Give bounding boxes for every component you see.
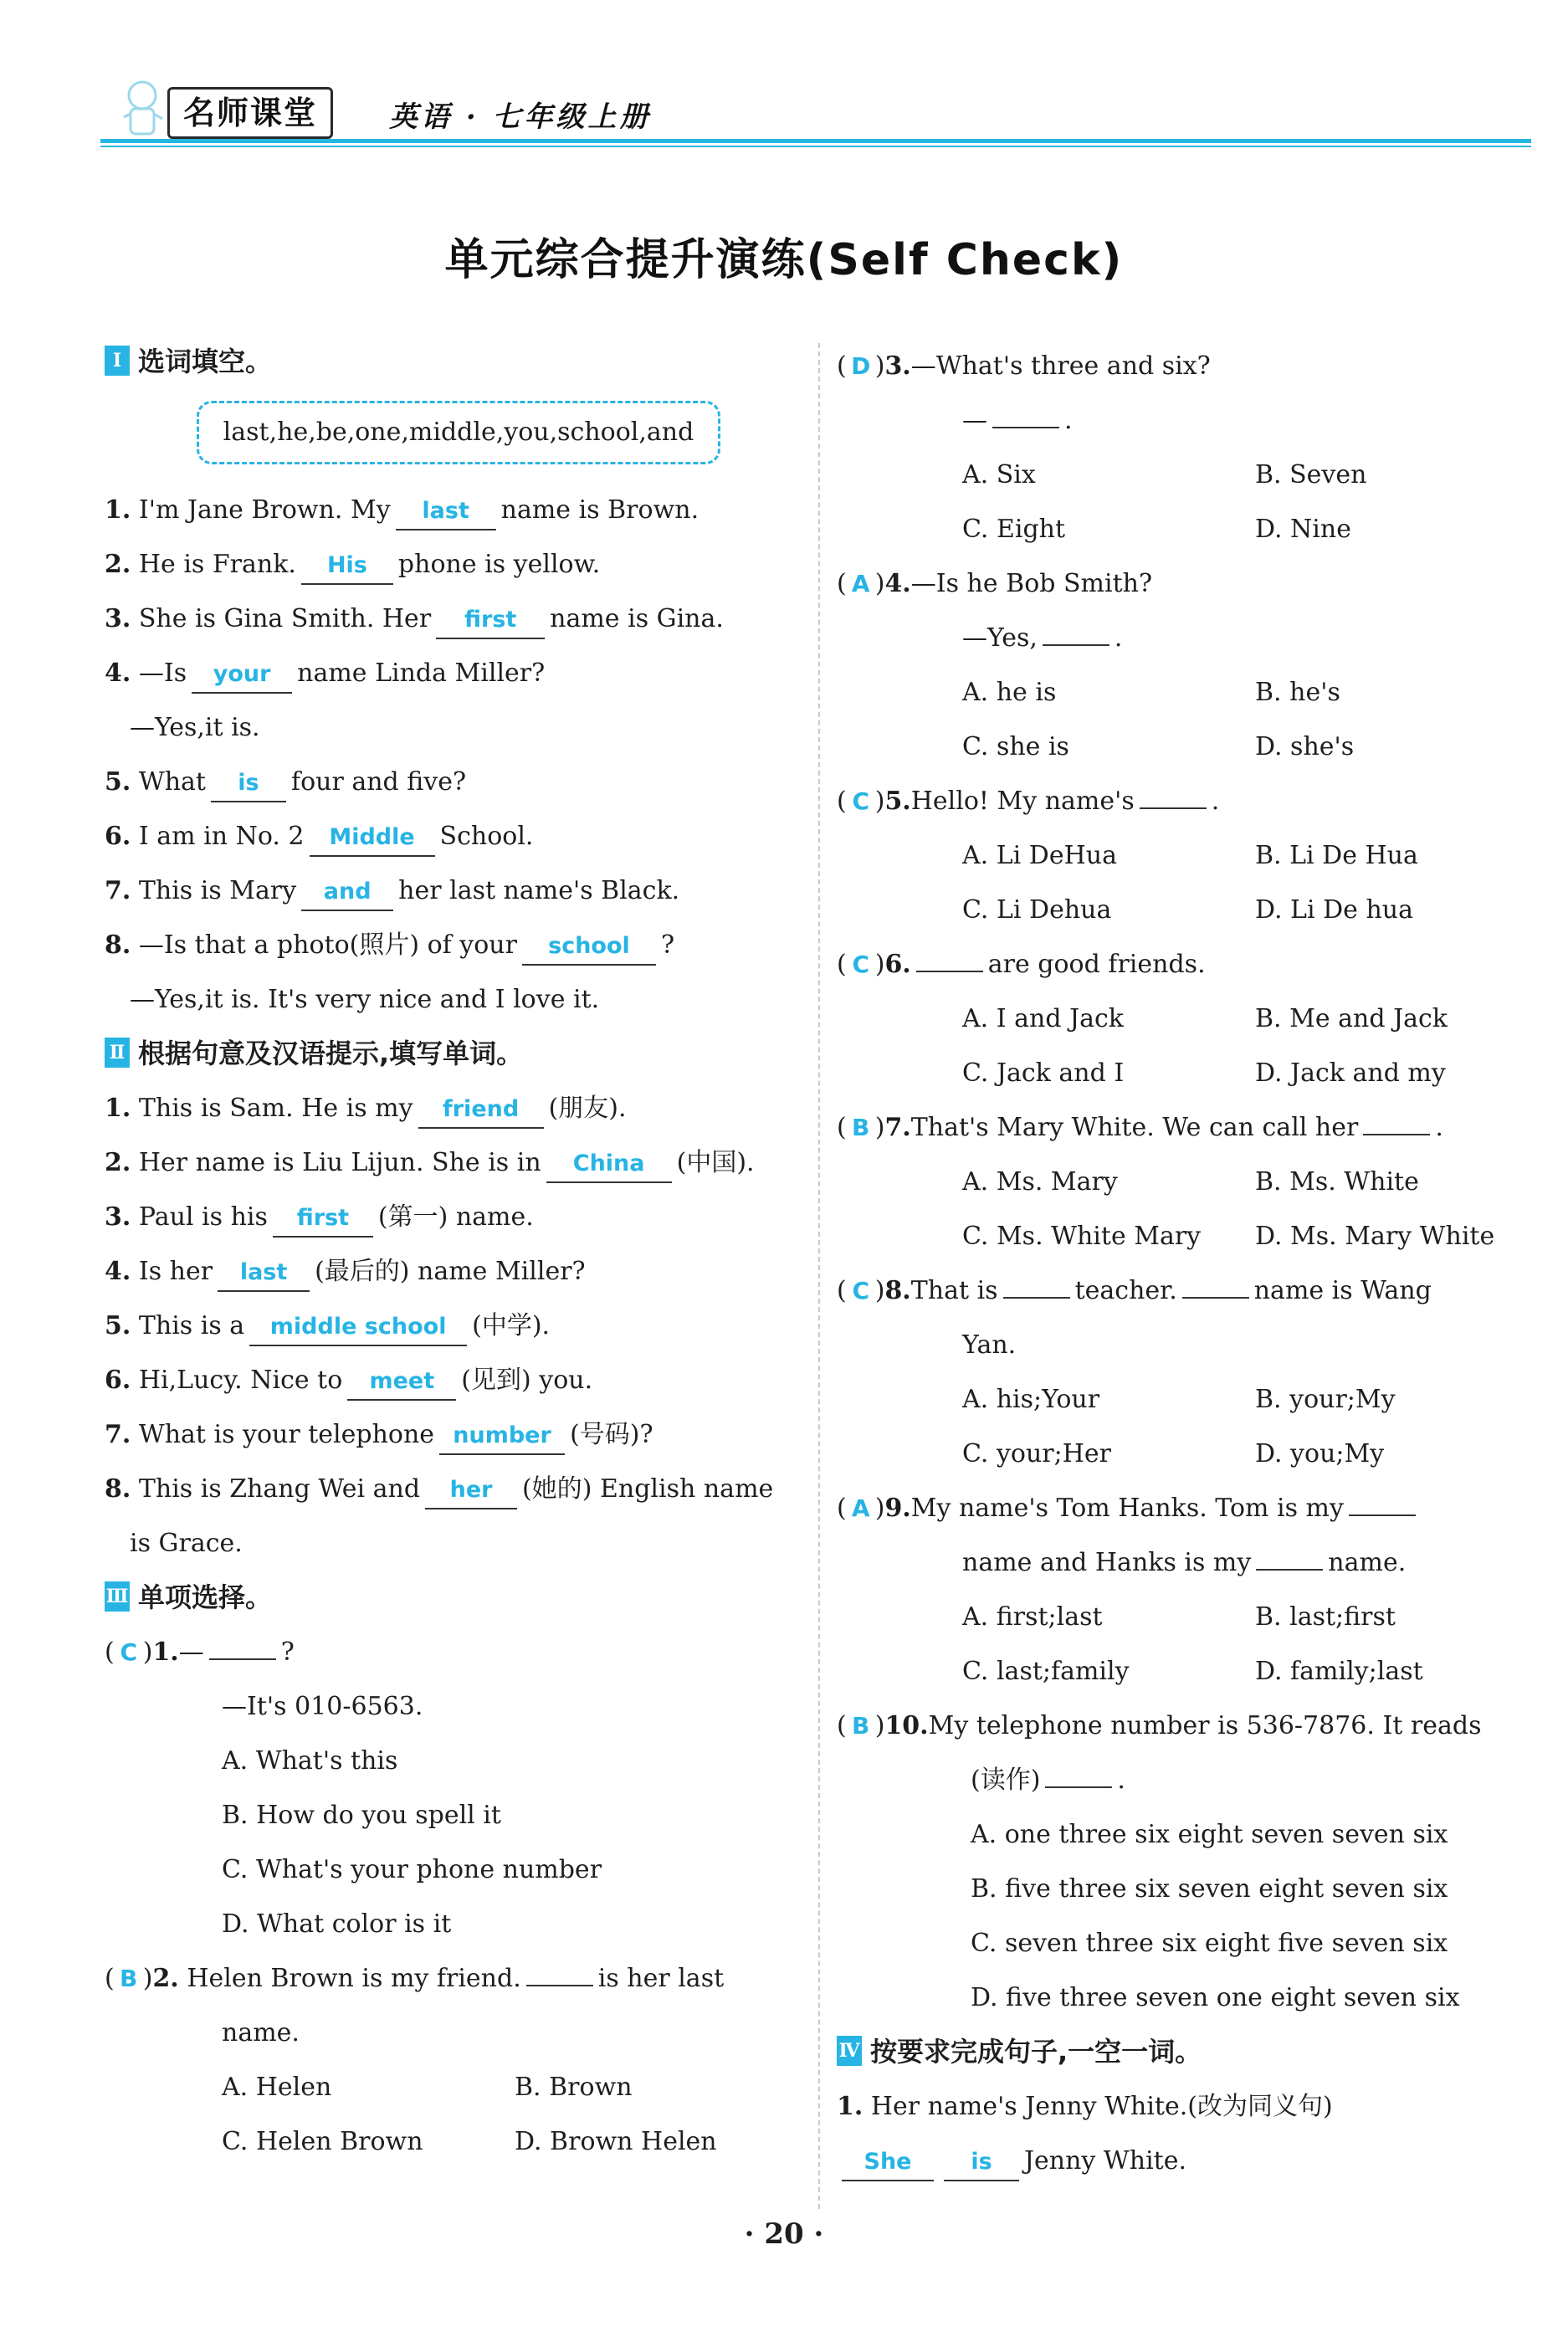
answer-blank	[522, 929, 656, 966]
question-continuation: Yan.	[962, 1330, 1017, 1360]
answer-blank	[192, 657, 292, 694]
column-divider	[818, 343, 820, 2209]
section2-list	[105, 1081, 807, 1571]
rewrite-answer: She is Jenny White.	[837, 2134, 1531, 2188]
filled-answer: China	[572, 1151, 645, 1176]
option: B. last;first	[1255, 1602, 1396, 1632]
option: D. What color is it	[222, 1909, 452, 1939]
question-continuation: name.	[222, 2018, 300, 2047]
choice-answer: B	[852, 1114, 870, 1141]
option: A. Helen	[222, 2073, 332, 2102]
choice-answer: A	[851, 1494, 870, 1522]
choice-question: ( D )3.—What's three and six?	[837, 339, 1531, 393]
section-heading-3: Ⅲ 单项选择。	[105, 1581, 273, 1613]
section-heading-1: Ⅰ 选词填空。	[105, 335, 807, 389]
choice-question: ( C )8.That is teacher. name is Wang	[837, 1263, 1531, 1318]
item-text: name is Brown.	[500, 495, 699, 525]
option: A. What's this	[222, 1746, 398, 1776]
item-text: I am in No. 2	[131, 822, 305, 851]
item-text: This is Sam. He is my	[131, 1094, 413, 1123]
answer-blank	[273, 1201, 373, 1238]
option: C. Eight	[962, 515, 1066, 544]
question-reply: —Yes, .	[837, 611, 1531, 665]
option: D. Li De hua	[1255, 895, 1413, 925]
option: D. Nine	[1255, 515, 1351, 544]
fill-in-item	[105, 1462, 807, 1516]
answer-blank	[1256, 1544, 1323, 1571]
option: B. Brown	[515, 2073, 633, 2102]
item-text: four and five?	[290, 767, 467, 797]
option: B. Me and Jack	[1255, 1004, 1448, 1033]
option: D. Ms. Mary White	[1255, 1222, 1495, 1251]
page-header	[100, 75, 1531, 151]
item-number: 2.	[105, 1148, 131, 1177]
option-row	[105, 2060, 807, 2114]
choice-question: ( B )10.My telephone number is 536-7876. It reads	[837, 1699, 1531, 1753]
option: B. he's	[1255, 678, 1340, 707]
option-row	[837, 1427, 1531, 1481]
section-badge: Ⅰ	[105, 346, 130, 376]
option: D. five three seven one eight seven six	[971, 1983, 1460, 2012]
filled-answer: His	[326, 552, 367, 578]
item-text: School.	[439, 822, 534, 851]
fill-in-item	[105, 537, 807, 592]
section-badge: Ⅲ	[105, 1581, 130, 1612]
option-row	[837, 448, 1531, 502]
fill-in-item	[105, 646, 807, 700]
choice-question: ( A )9.My name's Tom Hanks. Tom is my	[837, 1481, 1531, 1535]
option: D. she's	[1255, 732, 1355, 761]
answer-blank	[347, 1364, 456, 1401]
filled-answer: last	[239, 1259, 288, 1285]
option: B. Seven	[1255, 460, 1367, 489]
option: C. What's your phone number	[222, 1855, 602, 1884]
option: D. Brown Helen	[515, 2127, 717, 2156]
answer-blank	[1363, 1109, 1430, 1135]
option: C. she is	[962, 732, 1069, 761]
answer-blank	[439, 1418, 565, 1455]
option-row	[837, 1590, 1531, 1644]
option: C. Helen Brown	[222, 2127, 423, 2156]
question-reply: — .	[837, 393, 1531, 448]
filled-answer: your	[213, 661, 271, 687]
item-text: (见到) you.	[461, 1366, 593, 1395]
choice-answer: A	[851, 570, 870, 597]
fill-in-item	[105, 592, 807, 646]
answer-blank	[1045, 1761, 1112, 1788]
item-number: 1.	[105, 1094, 131, 1123]
item-text: (号码)?	[570, 1420, 653, 1449]
filled-answer: number	[453, 1422, 551, 1448]
page-number: · 20 ·	[744, 2217, 824, 2251]
item-text: name is Gina.	[550, 604, 724, 633]
option: B. Li De Hua	[1255, 841, 1418, 870]
choice-question: ( B )7.That's Mary White. We can call her .	[837, 1100, 1531, 1155]
item-number: 6.	[105, 1366, 131, 1395]
item-text: What is your telephone	[131, 1420, 435, 1449]
option-row	[837, 1644, 1531, 1699]
option: A. he is	[962, 678, 1057, 707]
option: C. Jack and I	[962, 1058, 1125, 1088]
fill-in-item	[105, 755, 807, 809]
header-rule	[100, 139, 1531, 143]
item-text: (她的) English name	[522, 1474, 774, 1504]
answer-blank	[301, 548, 393, 585]
item-text: Paul is his	[131, 1202, 268, 1232]
option: A. one three six eight seven seven six	[971, 1820, 1448, 1849]
answer-blank	[209, 1633, 276, 1660]
item-text: She is Gina Smith. Her	[131, 604, 432, 633]
answer-blank: is	[944, 2145, 1019, 2181]
filled-answer: first	[464, 607, 517, 633]
option: D. you;My	[1255, 1439, 1385, 1468]
choice-answer: C	[852, 787, 869, 815]
choice-answer: C	[852, 951, 869, 978]
choice-question: ( B )2. Helen Brown is my friend. is her last	[105, 1951, 807, 2006]
book-series-logo: 名师课堂	[167, 87, 333, 139]
fill-in-item	[105, 864, 807, 918]
option: B. five three six seven eight seven six	[971, 1874, 1448, 1904]
section-badge: Ⅱ	[105, 1038, 130, 1068]
answer-blank	[211, 766, 286, 802]
item-number: 4.	[105, 1257, 131, 1286]
option-row	[837, 992, 1531, 1046]
answer-blank	[1003, 1272, 1070, 1299]
item-number: 7.	[105, 876, 131, 905]
item-continuation: is Grace.	[130, 1529, 243, 1558]
section-heading-2: Ⅱ 根据句意及汉语提示,填写单词。	[105, 1027, 807, 1081]
filled-answer: her	[449, 1477, 493, 1503]
option: D. family;last	[1255, 1657, 1423, 1686]
option-row	[837, 502, 1531, 556]
option: A. Ms. Mary	[962, 1167, 1118, 1197]
filled-answer: and	[323, 879, 372, 905]
option-row	[837, 1155, 1531, 1209]
item-number: 3.	[105, 604, 131, 633]
fill-in-item	[105, 1135, 807, 1190]
item-number: 3.	[105, 1202, 131, 1232]
item-text: He is Frank.	[131, 550, 296, 579]
item-text: —Is	[131, 659, 187, 688]
choice-question: ( A )4.—Is he Bob Smith?	[837, 556, 1531, 611]
item-text: —Is that a photo(照片) of your	[131, 930, 517, 960]
fill-in-item	[105, 1081, 807, 1135]
option: C. Li Dehua	[962, 895, 1112, 925]
item-continuation: —Yes,it is.	[130, 713, 260, 742]
answer-blank	[916, 946, 983, 972]
choice-question: ( C )6. are good friends.	[837, 937, 1531, 992]
answer-blank	[218, 1255, 310, 1292]
choice-answer: C	[120, 1638, 137, 1666]
filled-answer: friend	[443, 1096, 520, 1122]
option: C. Ms. White Mary	[962, 1222, 1202, 1251]
item-text: (第一) name.	[377, 1202, 534, 1232]
filled-answer: meet	[369, 1368, 435, 1394]
option-row	[837, 665, 1531, 720]
option: A. his;Your	[962, 1385, 1100, 1414]
fill-in-item	[105, 809, 807, 864]
item-number: 5.	[105, 767, 131, 797]
item-number: 4.	[105, 659, 131, 688]
answer-blank	[1043, 619, 1109, 646]
answer-blank	[546, 1146, 672, 1183]
item-text: This is Zhang Wei and	[131, 1474, 421, 1504]
filled-answer: Middle	[329, 824, 415, 850]
item-number: 8.	[105, 1474, 131, 1504]
item-text: name Linda Miller?	[297, 659, 546, 688]
section-badge: Ⅳ	[837, 2036, 862, 2066]
answer-blank	[1140, 782, 1207, 809]
option-row	[837, 1372, 1531, 1427]
fill-in-item	[105, 1407, 807, 1462]
option: A. I and Jack	[962, 1004, 1124, 1033]
answer-blank	[425, 1473, 517, 1509]
answer-blank: She	[842, 2145, 934, 2181]
item-text: ?	[660, 930, 675, 960]
option: A. Six	[962, 460, 1036, 489]
choice-answer: C	[852, 1277, 869, 1304]
item-text: her last name's Black.	[398, 876, 680, 905]
option: A. first;last	[962, 1602, 1103, 1632]
right-column	[837, 339, 1531, 2188]
page-title: 单元综合提升演练(Self Check)	[444, 235, 1124, 285]
option: C. last;family	[962, 1657, 1130, 1686]
item-text: I'm Jane Brown. My	[131, 495, 391, 525]
item-text: Her name is Liu Lijun. She is in	[131, 1148, 541, 1177]
choice-question: ( C )5.Hello! My name's .	[837, 774, 1531, 828]
answer-blank	[526, 1960, 593, 1986]
option: B. How do you spell it	[222, 1801, 501, 1830]
mascot-icon	[115, 77, 174, 144]
filled-answer: last	[422, 498, 469, 524]
filled-answer: is	[238, 770, 259, 796]
item-text: This is Mary	[131, 876, 297, 905]
answer-blank	[1349, 1489, 1416, 1516]
choice-answer: B	[852, 1712, 870, 1740]
fill-in-item	[105, 483, 807, 537]
item-text: Hi,Lucy. Nice to	[131, 1366, 343, 1395]
fill-in-item	[105, 1353, 807, 1407]
filled-answer: middle school	[269, 1314, 447, 1340]
section-heading-4: Ⅳ 按要求完成句子,一空一词。	[837, 2025, 1531, 2079]
section1-list	[105, 483, 807, 1027]
item-number: 7.	[105, 1420, 131, 1449]
answer-blank	[301, 874, 393, 911]
answer-blank	[1182, 1272, 1249, 1299]
item-text: Is her	[131, 1257, 213, 1286]
option-row	[837, 720, 1531, 774]
filled-answer: school	[548, 933, 630, 959]
option-row	[837, 828, 1531, 883]
answer-blank	[249, 1309, 467, 1346]
option: B. Ms. White	[1255, 1167, 1419, 1197]
filled-answer: first	[296, 1205, 350, 1231]
option-row	[105, 2114, 807, 2169]
item-number: 5.	[105, 1311, 131, 1340]
option: B. your;My	[1255, 1385, 1396, 1414]
word-bank: last,he,be,one,middle,you,school,and	[197, 401, 720, 464]
rewrite-question: 1. Her name's Jenny White.(改为同义句)	[837, 2092, 1333, 2121]
item-text: This is a	[131, 1311, 245, 1340]
item-number: 8.	[105, 930, 131, 960]
fill-in-item	[105, 918, 807, 972]
item-text: phone is yellow.	[397, 550, 601, 579]
option: D. Jack and my	[1255, 1058, 1446, 1088]
answer-blank	[436, 602, 545, 639]
item-text: (中国).	[676, 1148, 755, 1177]
answer-blank	[396, 494, 496, 530]
left-column	[105, 335, 807, 2169]
item-number: 6.	[105, 822, 131, 851]
answer-blank	[992, 402, 1059, 428]
answer-blank	[418, 1092, 544, 1129]
fill-in-item	[105, 1244, 807, 1299]
question-reply: —It's 010-6563.	[222, 1692, 423, 1721]
choice-question: ( C )1.— ?	[105, 1625, 807, 1679]
header-rule-thin	[100, 146, 1531, 147]
option: C. your;Her	[962, 1439, 1111, 1468]
item-text: (朋友).	[548, 1094, 627, 1123]
item-number: 1.	[105, 495, 131, 525]
fill-in-item	[105, 1299, 807, 1353]
item-text: (最后的) name Miller?	[315, 1257, 586, 1286]
item-number: 2.	[105, 550, 131, 579]
fill-in-item	[105, 1190, 807, 1244]
option-row	[837, 1209, 1531, 1263]
item-text: What	[131, 767, 206, 797]
question-continuation: name and Hanks is my name.	[837, 1535, 1531, 1590]
item-text: (中学).	[472, 1311, 551, 1340]
option: C. seven three six eight five seven six	[971, 1929, 1448, 1958]
option-row	[837, 1046, 1531, 1100]
option-row	[837, 883, 1531, 937]
question-continuation: (读作) .	[837, 1753, 1531, 1807]
choice-answer: D	[851, 352, 871, 380]
answer-blank	[310, 820, 435, 857]
option: A. Li DeHua	[962, 841, 1117, 870]
item-continuation: —Yes,it is. It's very nice and I love it.	[130, 985, 600, 1014]
subject-label: 英语 · 七年级上册	[389, 100, 652, 134]
choice-answer: B	[120, 1965, 138, 1992]
